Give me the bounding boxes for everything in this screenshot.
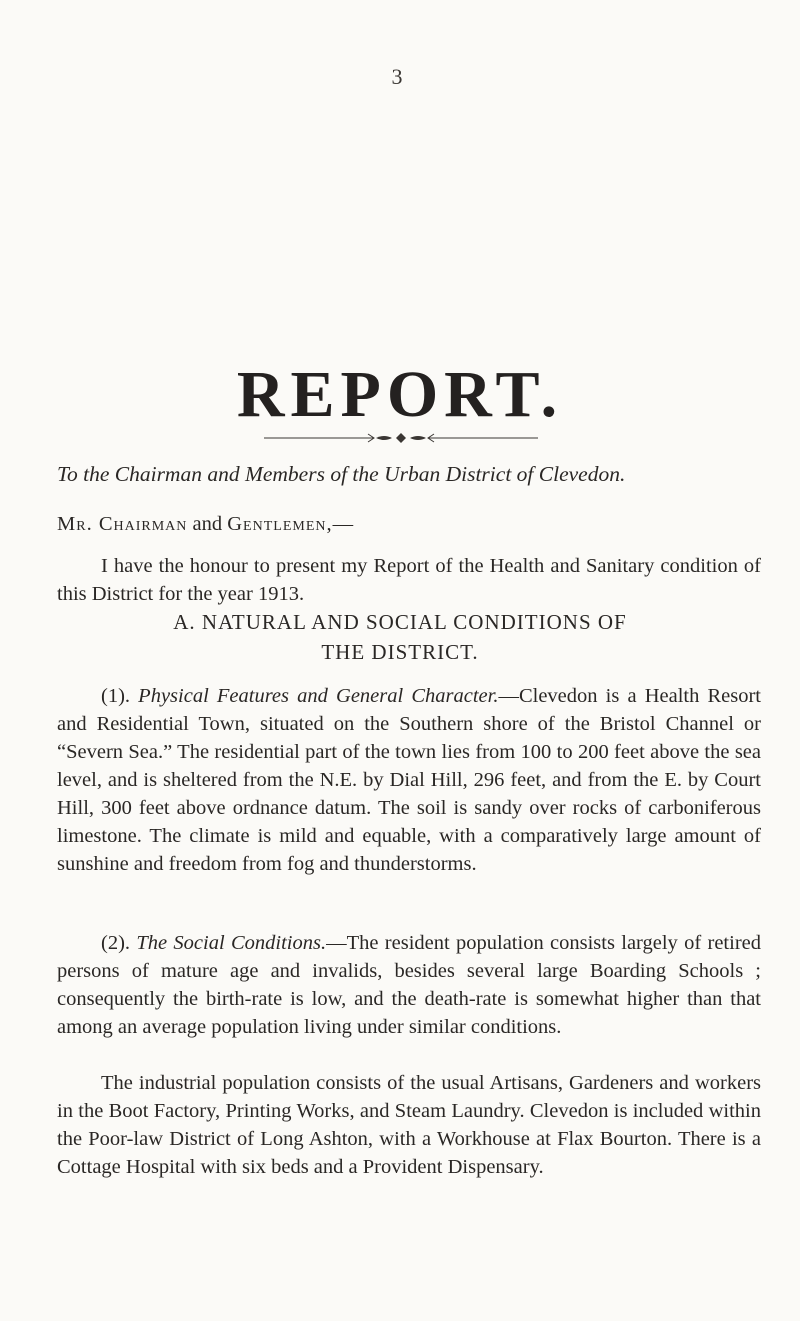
report-title: REPORT. [236, 358, 564, 432]
address-line: To the Chairman and Members of the Urban District of Clevedon. [57, 462, 626, 486]
paragraph-label: Physical Features and General Character. [138, 685, 499, 707]
salutation [57, 510, 761, 538]
section-heading-line1: A. NATURAL AND SOCIAL CONDITIONS OF [173, 610, 627, 634]
paragraph-text: —The resident population consists largely of retired persons of mature age and invalids, besides several large Boarding Schools ; consequently the birth-rate is low, and the death-rate is somewhat higher than that among an average population living under similar conditions. [57, 932, 762, 1038]
intro-paragraph: I have the honour to present my Report of the Health and Sanitary condition of this District for the year 1913. [57, 555, 761, 605]
section-heading-a [0, 607, 800, 667]
ornament-divider-icon [264, 431, 538, 445]
paragraph-text: The industrial population consists of the usual Artisans, Gardeners and workers in the Boot Factory, Printing Works, and Steam Laundry. Clevedon is included within the Poor-law District of Long Ashton, with a Workhouse at Flax Bourton. There is a Cottage Hospital with six beds and a Provident Dispensary. [57, 1072, 761, 1178]
paragraph-physical-features [57, 682, 761, 878]
salutation-joiner: and [187, 513, 228, 535]
paragraph-number: (2). [101, 932, 137, 954]
salutation-chairman: Mr. Chairman [57, 513, 188, 535]
paragraph-industrial-population [57, 1069, 761, 1181]
paragraph-number: (1). [101, 685, 139, 707]
paragraph-social-conditions [57, 929, 761, 1041]
page-number: 3 [391, 64, 403, 89]
section-heading-line2: THE DISTRICT. [321, 640, 479, 664]
paragraph-label: The Social Conditions. [136, 932, 327, 954]
salutation-gentlemen: Gentlemen,— [227, 513, 355, 535]
paragraph-text: —Clevedon is a Health Resort and Residential Town, situated on the Southern shore of the Bristol Channel or “Severn Sea.” The residential part of the town lies from 100 to 200 feet above the sea level, and is sheltered from the N.E. by Dial Hill, 296 feet, and from the E. by Court Hill, 300 feet above ordnance datum. The soil is sandy over rocks of carboniferous limestone. The climate is mild and equable, with a comparatively large amount of sunshine and freedom from fog and thunderstorms. [57, 685, 762, 875]
